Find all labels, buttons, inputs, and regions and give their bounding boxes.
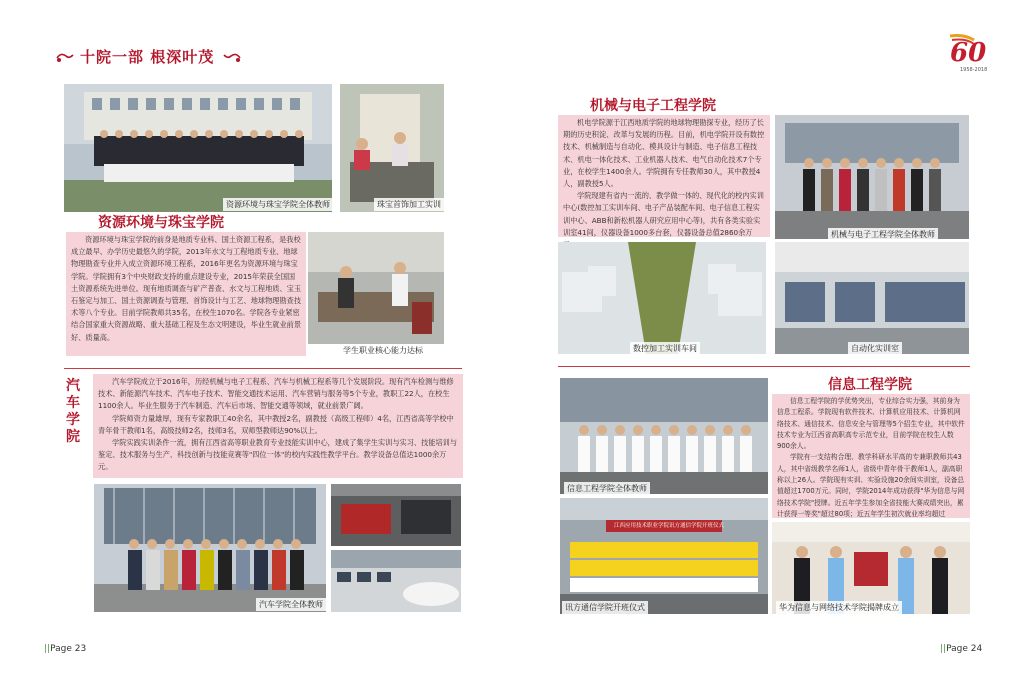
page-number-right — [940, 644, 982, 654]
caption-xunfang-ceremony: 讯方通信学院开班仪式 — [562, 601, 648, 614]
divider-right — [558, 366, 970, 367]
mech-text — [558, 115, 770, 237]
resources-title: 资源环境与珠宝学院 — [98, 215, 224, 231]
resources-text: 资源环境与珠宝学院的前身是地质专业科、国土资源工程系，是我校成立最早、办学历史最悠久的学院，2013年水文与工程地质专业、地球物理勘查专业并入成立资源环境工程系，2016年更名为资源环境与珠宝学院。学院拥有3个中央财政支持的重点建设专业，2015年荣获全国国土资源系统先进单位。现有地质调查与矿产普查、水文与工程地质、宝玉石鉴定与加工、国土资源调查与管理、首饰设计与工艺、地球物理勘查技术等八个专业。目前学院教师共35名，在校生1070名。学院各专业紧密结合国家重大资源战略、重大基础工程及生态文明建设，毕业生就业前景好、质量高。 — [66, 232, 306, 356]
info-title: 信息工程学院 — [828, 377, 912, 393]
auto-title: 汽车学院 — [66, 378, 80, 445]
caption-huawei-plaque: 华为信息与网络技术学院揭牌成立 — [776, 601, 902, 614]
info-text — [772, 394, 970, 518]
mech-title: 机械与电子工程学院 — [590, 98, 716, 114]
page-heading: 十院一部 根深叶茂 — [80, 48, 215, 66]
caption-mech-faculty: 机械与电子工程学院全体教师 — [828, 228, 938, 241]
anniversary-logo — [944, 32, 994, 76]
photo-auto-workshop-2 — [331, 550, 461, 612]
page-number-left-text: Page 23 — [50, 644, 87, 654]
photo-xunfang-ceremony — [560, 498, 768, 614]
page-number-left — [44, 644, 86, 654]
photo-auto-faculty — [94, 484, 326, 612]
divider-left — [64, 368, 462, 369]
auto-text-p3: 学院实践实训条件一流，拥有江西省高等职业教育专业技能实训中心，建成了集学生实训与实习、技能培训与鉴定、技术服务与生产、科技创新与技能竞赛等"四位一体"的校内实践性教学平台。教学设备总值达1000余万元。 — [98, 438, 458, 472]
mech-text-p2: 学院现建有省内一流的、教学做一体的、现代化的校内实训中心(数控加工实训车间、电子产品装配车间、电子信息工程实训中心、ABB和新松机器人研究应用中心等)，共有各类实验实训室41间，仪器设备1000多台套，仪器设备总值2860余万 — [563, 191, 764, 237]
auto-text-p1: 汽车学院成立于2016年，历经机械与电子工程系、汽车与机械工程系等几个发展阶段。现有汽车检测与维修技术、新能源汽车技术、汽车电子技术、智能交通技术运用、汽车营销与服务等5个专业，教职工22人，在校生1100余人。毕业生服务于汽车制造、汽车后市场、智能交通等领域，就业前景广阔。 — [98, 377, 454, 411]
photo-auto-workshop-1 — [331, 484, 461, 546]
auto-text-p2: 学院师资力量雄厚，现有专家教职工40余名，其中教授2名，副教授（高级工程师）4名，江西省高等学校中青年骨干教师1名，高级技师2名，技师3名，双师型教师达90%以上。 — [98, 413, 454, 435]
caption-auto-faculty: 汽车学院全体教师 — [256, 598, 326, 611]
photo-mech-faculty — [775, 115, 969, 239]
mech-text-p1: 机电学院源于江西地质学院的地球物理勘探专业，经历了长期的历史积淀、改革与发展的历程。目前，机电学院开设有数控技术、机械制造与自动化、模具设计与制造、电子信息工程技术、机电一体化技术、工业机器人技术、电气自动化技术7个专业，在校学生1400余人。学院拥有专任教师30人，其中教授4人，副教授5人。 — [563, 118, 765, 189]
caption-cnc-workshop: 数控加工实训车间 — [630, 342, 700, 355]
header-ornament-left — [55, 50, 75, 64]
logo-numeral: 60 — [950, 38, 987, 68]
auto-text — [93, 374, 463, 478]
header-ornament-right — [222, 50, 242, 64]
photo-automation-lab — [775, 242, 969, 354]
xunfang-banner-text: 江西应用技术职业学院讯方通信学院开班仪式 — [614, 523, 725, 529]
page-number-right-text: Page 24 — [946, 644, 983, 654]
page-marker-right: || — [940, 644, 947, 654]
caption-automation-lab: 自动化实训室 — [848, 342, 902, 355]
photo-jewelry-training — [340, 84, 444, 212]
info-text-p1: 信息工程学院的学优势突出，专业综合实力强，其前身为信息工程系。学院现有软件技术、计算机应用技术、计算机网络技术、通信技术、信息安全与管理等5个招生专业，其中软件技术专业为江西省高职高专示范专业，目前学院在校生人数900余人。 — [777, 397, 965, 451]
page-marker-left: || — [44, 644, 51, 654]
caption-student-competency: 学生职业核心能力达标 — [340, 344, 426, 357]
photo-student-competency — [308, 232, 444, 344]
photo-resources-faculty — [64, 84, 332, 212]
caption-resources-faculty: 资源环境与珠宝学院全体教师 — [223, 198, 333, 211]
logo-years: 1958-2018 — [960, 67, 988, 73]
caption-jewelry-training: 珠宝首饰加工实训 — [374, 198, 444, 211]
caption-info-faculty: 信息工程学院全体教师 — [564, 482, 650, 495]
photo-cnc-workshop — [558, 242, 766, 354]
info-text-p2: 学院有一支结构合理、教学科研水平高的专兼职教师共43人，其中省级教学名师1人，省级中青年骨干教师1人，副高职称以上26人。学院现有实训、实验设施20余间实训室，设备总值超过1700万元。同时，学院2014年成功获得"华为信息与网络技术学院"授牌。近五年学生参加全省技能大赛成绩突出，累计获得一等奖"超过80项；近五年学生初次就业率均超过 — [777, 453, 965, 518]
photo-info-faculty — [560, 378, 768, 494]
